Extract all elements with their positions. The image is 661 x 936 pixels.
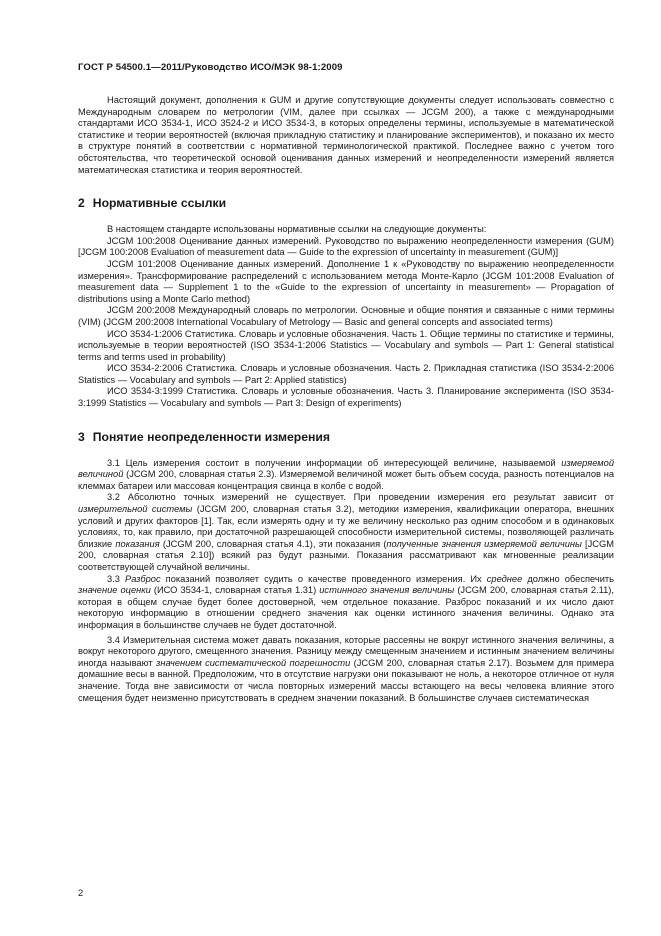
reference-item: JCGM 200:2008 Международный словарь по метрологии. Основные и общие понятия и связанные с ними термины (VIM) (JCGM 200:2008 International Vocabulary of Metrology — Basic and general concepts and associated terms) (78, 305, 614, 327)
term-italic: полученные значения измеряемой величины (386, 538, 582, 549)
term-italic: истинного значения величины (319, 585, 455, 596)
document-page (78, 62, 614, 704)
term-italic: измерительной системы (78, 504, 193, 515)
reference-item: ИСО 3534-3:1999 Статистика. Словарь и условные обозначения. Часть 3. Планирование эксперимента (ISO 3534-3:1999 Statistics — Vocabulary and symbols — Part 3: Design of experiments) (78, 386, 614, 409)
paragraph-3-1: 3.1 Цель измерения состоит в получении информации об интересующей величине, называемой измеряемой величиной (JCGM 200, словарная статья 2.3). Измеряемой величиной может быть объем сосуда, разность потенциалов на клеммах батареи или массовая концентрация свинца в колбе с водой. (78, 457, 614, 491)
term-italic: среднее (486, 573, 523, 584)
page-number: 2 (78, 888, 84, 898)
section-2-number: 2 (78, 196, 85, 211)
term-italic: показания (115, 538, 160, 549)
paragraph-3-3: 3.3 Разброс показаний позволяет судить о качестве проведенного измерения. Их среднее должно обеспечить значение оценки (ИСО 3534-1, словарная статья 1.31) истинного значения величины (JCGM 200, словарная статья 2.11), которая в общем случае будет более достоверной, чем отдельное показание. Разброс показаний и их число дают некоторую информацию в отношении среднего значения как оценки истинного значения величины. Однако эта информация в большинстве случаев не будет достаточной. (78, 573, 614, 630)
document-header: ГОСТ Р 54500.1—2011/Руководство ИСО/МЭК 98-1:2009 (78, 62, 343, 73)
reference-item: JCGM 100:2008 Оценивание данных измерений. Руководство по выражению неопределенности измерения (GUM) [JCGM 100:2008 Evaluation of measurement data — Guide to the expression of uncertainty in measurement (GUM)] (78, 235, 614, 258)
section-3-heading (78, 430, 614, 444)
term-italic: Разброс (125, 573, 161, 584)
section-3-title: Понятие неопределенности измерения (92, 429, 330, 444)
section-2-heading (78, 196, 614, 210)
reference-item: ИСО 3534-2:2006 Статистика. Словарь и условные обозначения. Часть 2. Прикладная статистика (ISO 3534-2:2006 Statistics — Vocabulary and symbols — Part 2: Applied statistics) (78, 363, 614, 385)
reference-item: ИСО 3534-1:2006 Статистика. Словарь и условные обозначения. Часть 1. Общие термины по статистике и термины, используемые в теории вероятностей (ISO 3534-1:2006 Statistics — Vocabulary and symbols — Part 1: General statistical terms and terms used in probability) (78, 328, 614, 362)
term-italic: значение оценки (78, 585, 151, 596)
term-italic: значением систематической погрешности (156, 657, 351, 668)
term-italic: измеряемой величиной (78, 457, 614, 480)
reference-item: JCGM 101:2008 Оценивание данных измерений. Дополнение 1 к «Руководству по выражению неопределенности измерения». Трансформирование распределений с использованием метода Монте-Карло (JCGM 101:2008 Evaluation of measurement data — Supplement 1 to the «Guide to the expression of uncertainty in measurement» — Propagation of distributions using a Monte Carlo method) (78, 258, 614, 304)
paragraph-3-2: 3.2 Абсолютно точных измерений не существует. При проведении измерения его результат зависит от измерительной системы (JCGM 200, словарная статья 3.2), методики измерения, квалификации оператора, внешних условий и других факторов [1]. Так, если измерять одну и ту же величину несколько раз одним способом и в одинаковых условиях, то, как правило, при достаточной разрешающей способности измерительной системы, позволяющей различать близкие показания (JCGM 200, словарная статья 4.1), эти показания (полученные значения измеряемой величины [JCGM 200, словарная статья 2.10]) всякий раз будут разными. Показания рассматривают как мгновенные реализации соответствующей случайной величины. (78, 492, 614, 572)
section-3-number: 3 (78, 429, 85, 444)
section-2-lead: В настоящем стандарте использованы нормативные ссылки на следующие документы: (107, 224, 487, 235)
section-2-title: Нормативные ссылки (92, 196, 227, 211)
intro-paragraph: Настоящий документ, дополнения к GUM и другие сопутствующие документы следует использовать совместно с Международным словарем по метрологии (VIM, далее при ссылках — JCGM 200), а также с международными стандартами ИСО 3534-1, ИСО 3524-2 и ИСО 3534-3, в которых определены термины, используемые в математической статистике и теории вероятностей (включая прикладную статистику и планирование экспериментов), и показано их место в структуре понятий в соответствии с нормативной терминологической практикой. Последнее важно с учетом того обстоятельства, что теоретической основой оценивания данных измерений и неопределенности измерений является математическая статистика и теория вероятностей. (78, 95, 614, 175)
paragraph-3-4: 3.4 Измерительная система может давать показания, которые рассеяны не вокруг истинного значения величины, а вокруг некоторого другого, смещенного значения. Разницу между смещенным значением и истинным значением величины иногда называют значением систематической погрешности (JCGM 200, словарная статья 2.17). Возьмем для примера домашние весы в ванной. Предположим, что в отсутствие нагрузки они показывают не ноль, а некоторое отличное от нуля значение. Тогда вне зависимости от числа повторных измерений массы встающего на весы человека влияние этого смещения будет неизменно присутствовать в среднем значении показаний. В большинстве случаев систематическая (78, 634, 614, 703)
